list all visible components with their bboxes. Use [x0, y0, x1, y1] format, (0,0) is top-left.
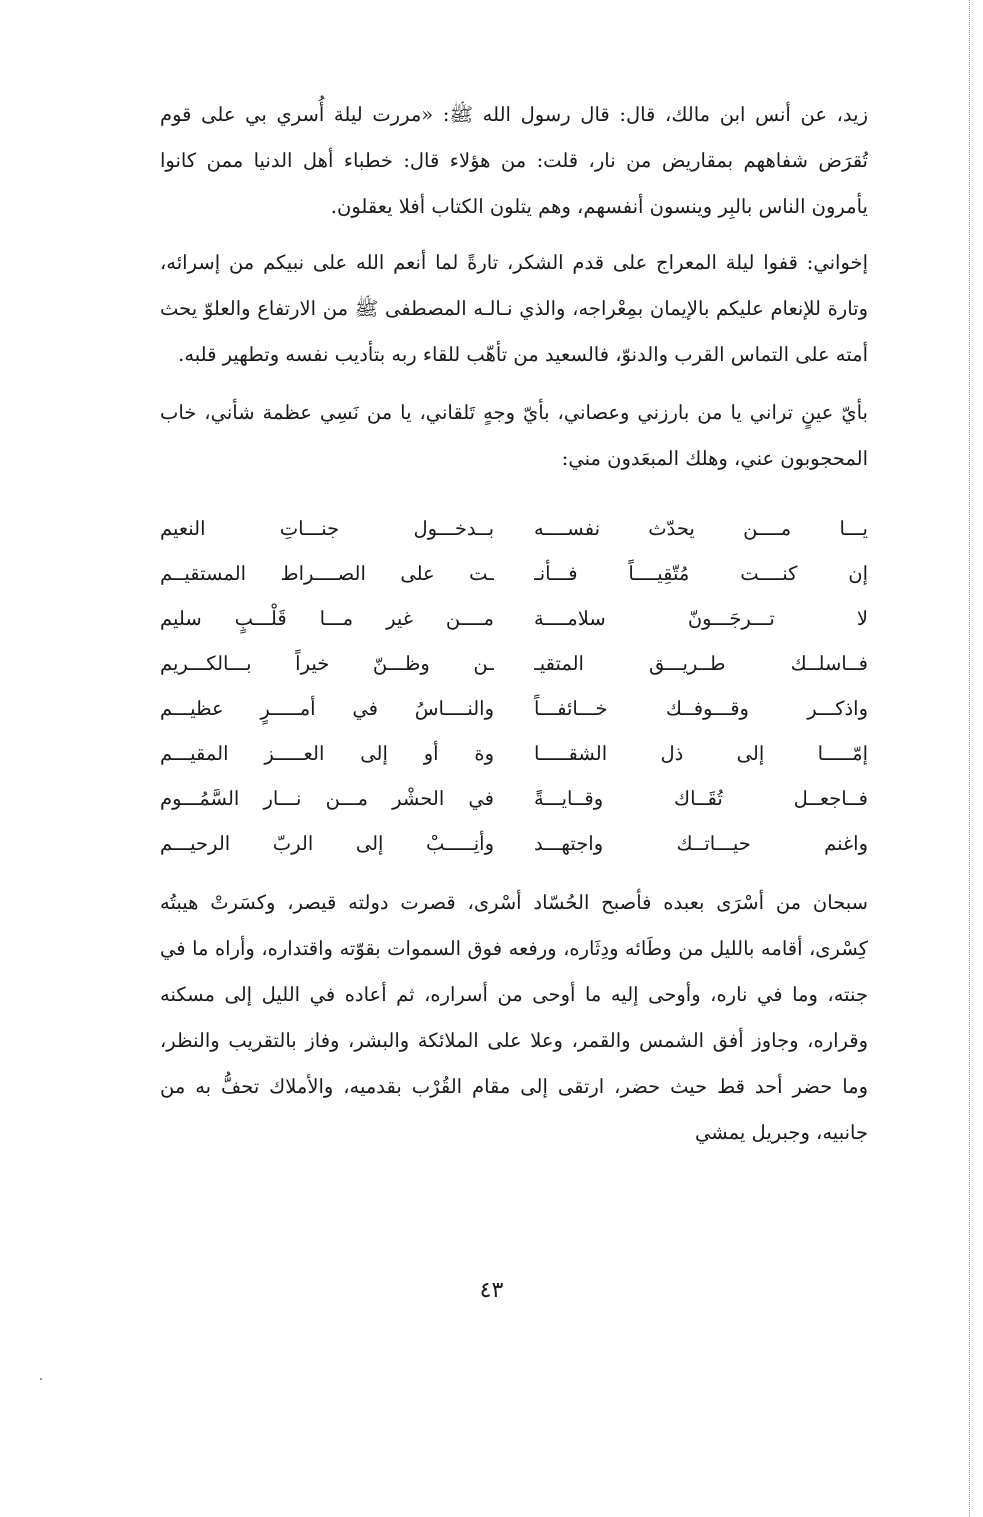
poem-verse-first-half: فــاسلــك طــريـــق المتقيـ	[534, 652, 868, 675]
poem-verse-first-half: إمّـــــا إلى ذل الشقـــــا	[534, 742, 868, 765]
paragraph-brothers: إخواني: قفوا ليلة المعراج على قدم الشكر، تارةً لما أنعم الله على نبيكم من إسرائه، وتارة للإنعام عليكم بالإيمان بمِعْراجه، والذي نـالـه المصطفى ﷺ من الارتفاع والعلوّ يحث أمته على التماس القرب والدنوّ، فالسعيد من تأهّب للقاء ربه بتأديب نفسه وتطهير قلبه.	[160, 251, 868, 366]
poem-verse-first-half: واغنم حيـــاتــك واجتهـــد	[534, 832, 868, 855]
page-content	[160, 92, 868, 1156]
paragraph-hadith: زيد، عن أنس ابن مالك، قال: قال رسول الله ﷺ: «مررت ليلة أُسري بي على قوم تُقرَض شفاههم بمقاريض من نار، قلت: من هؤلاء قال: خطباء أهل الدنيا ممن كانوا يأمرون الناس بالبِر وينسون أنفسهم، وهم يتلون الكتاب أفلا يعقلون.	[160, 103, 868, 218]
poem-verse-second-half: والنــــاسُ في أمـــــرٍ عظيـــم	[160, 697, 494, 720]
paragraph-glorification: سبحان من أسْرَى بعبده فأصبح الحُسّاد أسْرى، قصرت دولته قيصر، وكسَرتْ هيبتُه كِسْرى، أقامه بالليل من وطَائه ودِثَاره، ورفعه فوق السموات بقوّته واقتداره، وأراه ما في جنته، وما في ناره، وأوحى إليه ما أوحى من أسراره، ثم أعاده في الليل إلى مسكنه وقراره، وجاوز أفق الشمس والقمر، وعلا على الملائكة والبشر، وفاز بالتقريب والنظر، وما حضر أحد قط حيث حضر، ارتقى إلى مقام القُرْب بقدميه، والأملاك تحفُّ به من جانبيه، وجبريل يمشي	[160, 891, 868, 1144]
poem	[160, 506, 868, 866]
poem-verse-second-half: وأنِـــــبْ إلى الربّ الرحيـــم	[160, 832, 494, 855]
page-number: ٤٣	[479, 1278, 504, 1303]
poem-verse-second-half: في الحشْر مـــن نـــار السَّمُـــوم	[160, 787, 494, 810]
poem-verse-first-half: واذكـــر وقـــوفــك خـــائفـــاً	[534, 697, 868, 720]
poem-verse-second-half: بــدخـــول جنـــاتِ النعيم	[160, 517, 494, 540]
poem-verse-first-half: يـــا مــــن يحدّث نفســــه	[534, 517, 868, 540]
poem-verse-first-half: فــاجعــل تُقَــاك وقــايـــةً	[534, 787, 868, 810]
poem-verse-second-half: ـن وظـــنّ خيراً بـــالكـــريم	[160, 652, 494, 675]
poem-verse-second-half: مــــن غير مـــا قَلْـــبٍ سليم	[160, 607, 494, 630]
poem-verse-first-half: لا تـــرجَـــونّ سلامــــة	[534, 607, 868, 630]
scan-speck	[40, 1378, 42, 1380]
poem-verse-second-half: ـت على الصــــراط المستقيــم	[160, 562, 494, 585]
poem-verse-second-half: وة أو إلى العـــــز المقيـــم	[160, 742, 494, 765]
poem-verse-first-half: إن كنــــت مُتّقِيــــاً فـــأنـ	[534, 562, 868, 585]
paragraph-divine-address: بأيّ عينٍ تراني يا من بارزني وعصاني، بأيّ وجهٍ تَلقاني، يا من نَسِي عظمة شأني، خاب المحجوبون عني، وهلك المبعَدون مني:	[160, 401, 868, 470]
